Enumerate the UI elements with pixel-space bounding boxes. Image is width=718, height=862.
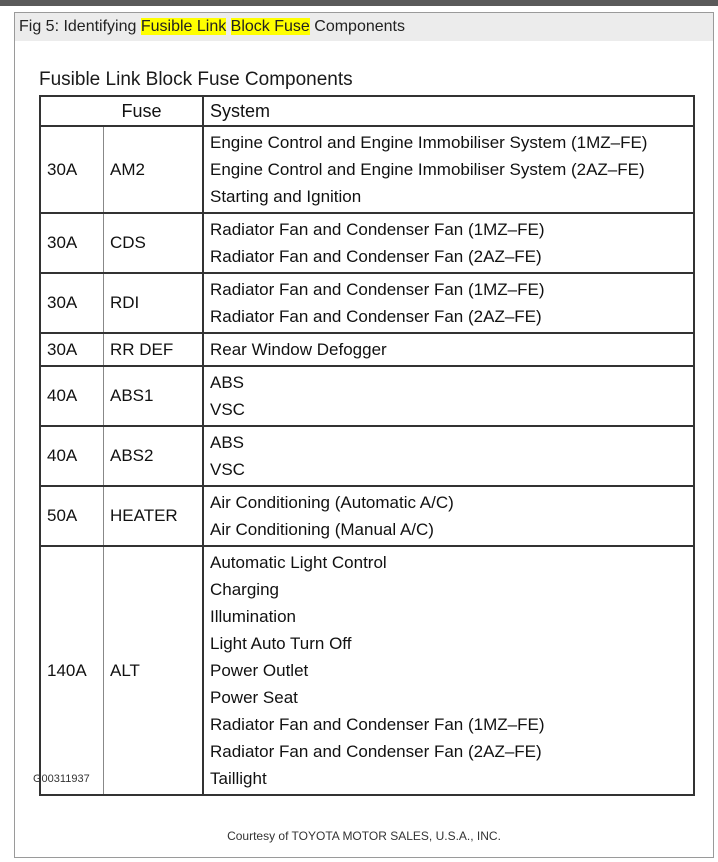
table-row <box>40 366 694 426</box>
table-row <box>40 213 694 273</box>
fuse-systems <box>203 426 694 486</box>
system-item: Engine Control and Engine Immobiliser System (1MZ–FE) <box>210 133 648 152</box>
system-item: Radiator Fan and Condenser Fan (2AZ–FE) <box>210 247 542 266</box>
system-item: VSC <box>210 400 245 419</box>
fuse-systems <box>203 333 694 366</box>
fuse-name: RDI <box>104 273 204 333</box>
header-system: System <box>203 96 694 126</box>
figure-frame <box>14 12 714 858</box>
figure-caption <box>15 13 713 41</box>
table-row <box>40 426 694 486</box>
fuse-amperage: 40A <box>40 426 104 486</box>
system-item: Power Outlet <box>210 661 309 680</box>
table-row <box>40 546 694 795</box>
system-item: Radiator Fan and Condenser Fan (1MZ–FE) <box>210 280 545 299</box>
fuse-amperage: 30A <box>40 273 104 333</box>
system-item: Automatic Light Control <box>210 553 387 572</box>
system-item: Power Seat <box>210 688 298 707</box>
system-item: Illumination <box>210 607 296 626</box>
courtesy-credit: Courtesy of TOYOTA MOTOR SALES, U.S.A., INC. <box>227 829 501 843</box>
fuse-name: ABS1 <box>104 366 204 426</box>
fuse-name: ABS2 <box>104 426 204 486</box>
fuse-systems <box>203 546 694 795</box>
fuse-systems <box>203 126 694 213</box>
system-item: Taillight <box>210 769 267 788</box>
fuse-systems <box>203 273 694 333</box>
caption-highlight-block-fuse: Block Fuse <box>230 18 310 35</box>
fuse-name: AM2 <box>104 126 204 213</box>
system-item: Starting and Ignition <box>210 187 362 206</box>
header-fuse: Fuse <box>40 96 203 126</box>
table-header-row <box>40 96 694 126</box>
fuse-systems <box>203 486 694 546</box>
table-row <box>40 333 694 366</box>
fuse-name: ALT <box>104 546 204 795</box>
system-item: Radiator Fan and Condenser Fan (1MZ–FE) <box>210 715 545 734</box>
fuse-table <box>39 95 695 796</box>
fuse-systems <box>203 366 694 426</box>
system-item: Air Conditioning (Manual A/C) <box>210 520 434 539</box>
table-row <box>40 126 694 213</box>
fuse-name: HEATER <box>104 486 204 546</box>
fuse-name: CDS <box>104 213 204 273</box>
system-item: Engine Control and Engine Immobiliser System (2AZ–FE) <box>210 160 645 179</box>
window-top-bar <box>0 0 718 6</box>
system-item: VSC <box>210 460 245 479</box>
fuse-table-body <box>40 126 694 795</box>
system-item: Radiator Fan and Condenser Fan (2AZ–FE) <box>210 742 542 761</box>
fuse-name: RR DEF <box>104 333 204 366</box>
system-item: ABS <box>210 433 245 452</box>
caption-prefix: Fig 5: Identifying <box>19 18 141 35</box>
caption-suffix: Components <box>309 18 405 35</box>
caption-space <box>226 18 230 35</box>
fuse-amperage: 30A <box>40 213 104 273</box>
table-row <box>40 486 694 546</box>
caption-highlight-fusible-link: Fusible Link <box>140 18 227 35</box>
fuse-amperage: 30A <box>40 333 104 366</box>
system-item: Radiator Fan and Condenser Fan (2AZ–FE) <box>210 307 542 326</box>
fuse-amperage: 40A <box>40 366 104 426</box>
fuse-amperage: 50A <box>40 486 104 546</box>
system-item: Air Conditioning (Automatic A/C) <box>210 493 454 512</box>
figure-title: Fusible Link Block Fuse Components <box>39 69 353 90</box>
figure-id: G00311937 <box>33 773 90 785</box>
system-item: Charging <box>210 580 279 599</box>
fuse-amperage: 140A <box>40 546 104 795</box>
system-item: Rear Window Defogger <box>210 340 387 359</box>
system-item: Light Auto Turn Off <box>210 634 352 653</box>
table-row <box>40 273 694 333</box>
system-item: ABS <box>210 373 245 392</box>
system-item: Radiator Fan and Condenser Fan (1MZ–FE) <box>210 220 545 239</box>
fuse-amperage: 30A <box>40 126 104 213</box>
fuse-systems <box>203 213 694 273</box>
